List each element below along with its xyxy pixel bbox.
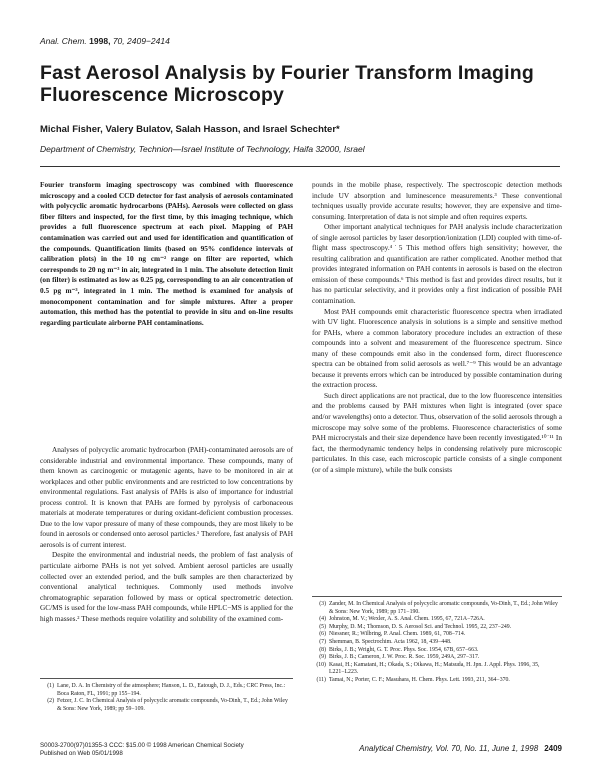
journal-year: 1998, [89,36,111,46]
journal-issue: Analytical Chemistry, Vol. 70, No. 11, June 1, 1998 [359,744,539,753]
reference-number: (4) [319,616,326,623]
reference-number: (7) [319,638,326,645]
references-left [40,683,293,713]
reference-item [40,698,293,713]
paragraph: Most PAH compounds emit characteristic fluorescence spectra when irradiated with UV light. Fluorescence analysis in solutions is a simple and sensitive method for PAHs, where a common laboratory procedure includes an extraction of these compounds into a solvent and measurement of the fluorescence spectrum. Since many of these compounds emit also in the condensed form, direct fluorescence spectra can be obtained from solid aerosols as well.⁷⁻⁹ This would be an advantage because it prevents errors which can be introduced by possible contamination during the extraction process. [312,306,562,390]
author-list: Michal Fisher, Valery Bulatov, Salah Hasson, and Israel Schechter* [40,124,340,135]
reference-text: Tamai, N.; Porter, C. F.; Masuhara, H. Chem. Phys. Lett. 1993, 211, 364−370. [329,676,510,683]
reference-item [312,654,562,662]
reference-text: Johnston, M. V.; Wexler, A. S. Anal. Chem. 1995, 67, 721A−726A. [329,616,485,623]
reference-number: (2) [47,698,54,705]
reference-text: Fetzer, J. C. In Chemical Analysis of polycyclic aromatic compounds, Vo-Dinh, T., Ed.; John Wiley & Sons: New York, 1989; pp 59−109. [57,698,288,712]
reference-text: Zander, M. In Chemical Analysis of polycyclic aromatic compounds, Vo-Dinh, T., Ed.; John Wiley & Sons: New York, 1989; pp 171−190. [329,601,558,615]
reference-item [312,647,562,655]
page-number: 2409 [544,744,562,753]
reference-item [40,683,293,698]
reference-text: Murphy, D. M.; Thomson, D. S. Aerosol Sci. and Technol. 1995, 22, 237−249. [329,623,512,630]
reference-item [312,616,562,624]
footnote-divider [40,678,293,679]
reference-item [312,624,562,632]
reference-number: (9) [319,654,326,661]
reference-text: Lane, D. A. In Chemistry of the atmosphere; Hanson, L. D., Eatough, D. J., Eds.; CRC Press, Inc.: Boca Raton, FL, 1991; pp 155−194. [57,683,286,697]
reference-text: Birks, J. B.; Cameron, J. W. Proc. R. Soc. 1959, 249A, 297−317. [329,654,480,661]
right-column-body [312,180,562,475]
paper-title: Fast Aerosol Analysis by Fourier Transform Imaging Fluorescence Microscopy [40,62,535,106]
journal-volume: 70, [112,36,125,46]
reference-number: (6) [319,631,326,638]
reference-number: (8) [319,646,326,653]
reference-item [312,662,562,677]
reference-number: (1) [47,683,54,689]
footer-journal-issue [312,744,562,753]
journal-pages: 2409−2414 [127,36,170,46]
reference-item [312,631,562,639]
reference-text: Niessner, R.; Wilbring, P. Anal. Chem. 1989, 61, 708−714. [329,631,466,638]
journal-name: Anal. Chem. [40,36,87,46]
reference-number: (5) [319,623,326,630]
footnote-divider [312,596,562,597]
reference-number: (3) [319,601,326,607]
reference-text: Shemman, B. Spectrochim. Acta 1962, 18, 439−448. [329,638,452,645]
paragraph: Analyses of polycyclic aromatic hydrocarbon (PAH)-contaminated aerosols are of considerable industrial and environmental importance. These compounds, many of them known as carcinogenic or mutagenic agents, have to be monitored in air at workplaces and other public environments and are restricted to low concentrations by environmental regulations. Fast analysis of PAHs is also of importance for industrial process control. It is known that PAHs are formed by pyrolysis of carbonaceous materials at moderate temperatures or during oxidant-deficient combustion processes. Due to the low vapor pressure of many of these compounds, they are most likely to be found in aerosols or condensed onto aerosol particles.¹ Therefore, fast analysis of PAH aerosols is of current interest. [40,445,293,549]
paragraph: pounds in the mobile phase, respectively. The spectroscopic detection methods include UV absorption and luminescence measurements.³ These conventional techniques usually provide accurate results; however, they are expensive and time-consuming. Interpretation of data is not simple and often requires experts. [312,180,562,221]
reference-text: Birks, J. B.; Wright, G. T. Proc. Phys. Soc. 1954, 67B, 657−663. [329,646,479,653]
header-divider [40,166,560,167]
journal-citation [40,36,170,46]
abstract: Fourier transform imaging spectroscopy was combined with fluorescence microscopy and a cooled CCD detector for fast analysis of aerosols contaminated with polycyclic aromatic hydrocarbons (PAHs). Aerosols were collected on glass fiber filters and inspected, for the first time, by this imaging technique, which provides a full fluorescence spectrum at each pixel. Mapping of PAH contamination was carried out and used for identification and quantification of the compounds. Quantification limits (based on 95% confidence intervals of calibration plots) in the 10 ng cm⁻² range on filter are reported, which corresponds to 20 ng m⁻³ in air, integrated in 1 min. The absolute detection limit (on filter) is estimated as low as 0.25 pg, corresponding to an air concentration of 0.5 pg m⁻³, integrated in 1 min. The method is examined for analysis of monocomponent contamination and for simple mixtures. After a proper automation, this method has the potential to provide in situ and on-line results regarding particulate airborne PAH contaminations. [40,180,293,327]
affiliation: Department of Chemistry, Technion—Israel Institute of Technology, Haifa 32000, Israel [40,144,365,154]
paragraph: Such direct applications are not practical, due to the low fluorescence intensities and the problems caused by PAH mixtures when light is integrated (over space and/or wavelengths) onto a detector. Thus, observation of the solid aerosols through a microscope may solve some of the problems. Fluorescence characteristics of some PAH microcrystals and their size dependence have been recently investigated.¹⁰˙¹¹ In fact, the thermodynamic tendency helps in condensing relatively pure microscopic particulates. In this case, each microscopic particle consists of a single component (or of a simple mixture), while the bulk consists [312,390,562,474]
reference-item [312,639,562,647]
reference-item [312,677,562,685]
reference-text: Kasai, H.; Kamatani, H.; Okada, S.; Oikawa, H.; Matsuda, H. Jpn. J. Appl. Phys. 1996, 35, L221−L223. [329,661,540,676]
reference-item [312,601,562,616]
reference-number: (11) [316,676,326,683]
references-right [312,601,562,685]
paragraph: Despite the environmental and industrial needs, the problem of fast analysis of particulate airborne PAHs is not yet solved. Ambient aerosol particles are usually collected over an extended period, and the bulk samples are then characterized by conventional analytical techniques. Commonly used methods involve chromatographic separation followed by mass or optical spectrometric detection. GC/MS is used for the low-mass PAH compounds, while HPLC−MS is applied for the high masses.² These methods require volatility and solubility of the examined com- [40,550,293,623]
footer-publication-info [40,742,244,758]
published-date: Published on Web 05/01/1998 [40,750,123,757]
copyright-line: S0003-2700(97)01355-3 CCC: $15.00 © 1998 American Chemical Society [40,742,244,749]
paragraph: Other important analytical techniques for PAH analysis include characterization of single aerosol particles by laser desorption/ionization (LDI) coupled with time-of-flight mass spectroscopy.⁴˙5 This method offers high sensitivity; however, the resulting calibration and quantification are rather complicated. Another method that provides integrated information on PAH contents in aerosols is based on the electron emission of these compounds.⁶ This method is fast and provides direct results, but it has no particular selectivity, and it provides only a first indication of possible PAH contamination. [312,222,562,306]
left-column-body [40,445,293,624]
reference-number: (10) [316,661,326,668]
